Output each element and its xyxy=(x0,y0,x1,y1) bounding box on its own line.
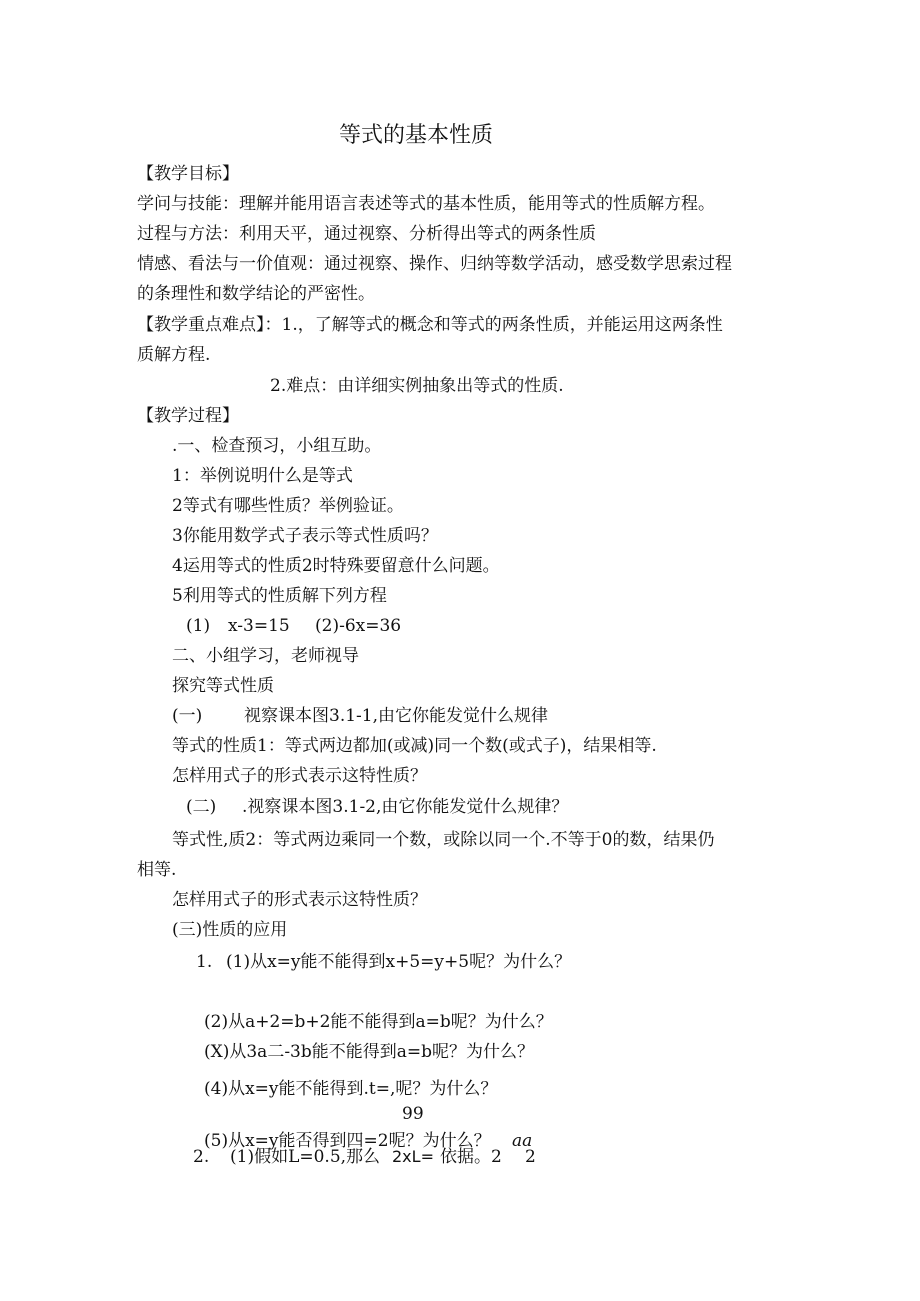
equation-1: x-3=15 xyxy=(228,616,290,636)
ask-expression-2: 怎样用式子的形式表示这特性质？ xyxy=(172,890,427,910)
application-2-last: 2 xyxy=(525,1147,536,1167)
property-2-line1: 等式性,质2：等式两边乘同一个数，或除以同一个.不等于0的数，结果仍 xyxy=(172,830,715,850)
objective-knowledge: 学问与技能：理解并能用语言表述等式的基本性质，能用等式的性质解方程。 xyxy=(137,194,715,214)
review-question-3: 3你能用数学式子表示等式性质吗？ xyxy=(172,526,438,546)
application-1-item-1: (1)从x=y能不能得到x+5=y+5呢？为什么？ xyxy=(226,952,572,972)
ask-expression-1: 怎样用式子的形式表示这特性质？ xyxy=(172,766,427,786)
application-2-text: (1)假如L=0.5,那么 xyxy=(230,1147,381,1167)
review-question-5: 5利用等式的性质解下列方程 xyxy=(172,586,387,606)
review-question-1: 1：举例说明什么是等式 xyxy=(172,466,353,486)
difficulty-point: 2.难点：由详细实例抽象出等式的性质. xyxy=(270,376,564,396)
application-2-expression: 2xL= xyxy=(392,1147,434,1166)
process-heading: 【教学过程】 xyxy=(137,406,239,426)
part-1-text: 视察课本图3.1-1,由它你能发觉什么规律 xyxy=(244,706,548,726)
page-title: 等式的基本性质 xyxy=(338,123,493,148)
application-1-item-5-tail: aa xyxy=(512,1131,533,1151)
section-group-study: 二、小组学习，老师视导 xyxy=(172,646,359,666)
review-question-2: 2等式有哪些性质？举例验证。 xyxy=(172,496,404,516)
application-2-number: 2. xyxy=(193,1147,210,1167)
explore-heading: 探究等式性质 xyxy=(172,676,274,696)
equation-1-number: (1) xyxy=(186,616,211,636)
part-1-label: (一) xyxy=(172,706,203,726)
review-question-4: 4运用等式的性质2时特殊要留意什么问题。 xyxy=(172,556,500,576)
section-review: .一、检查预习，小组互助。 xyxy=(172,436,382,456)
equation-2: (2)-6x=36 xyxy=(315,616,402,636)
property-1: 等式的性质1：等式两边都加(或减)同一个数(或式子)，结果相等. xyxy=(172,736,657,756)
part-2-label: (二) xyxy=(186,797,217,817)
objective-attitude-line2: 的条理性和数学结论的严密性。 xyxy=(137,284,375,304)
objective-method: 过程与方法：利用天平，通过视察、分析得出等式的两条性质 xyxy=(137,224,596,244)
application-2-tail: 依据。2 xyxy=(440,1147,502,1167)
application-1-item-5: (5)从x=y能否得到四=2呢？为什么？ xyxy=(204,1131,491,1151)
application-1-number: 1. xyxy=(196,952,213,972)
part-2-text: .视察课本图3.1-2,由它你能发觉什么规律？ xyxy=(242,797,569,817)
key-points-line2: 质解方程. xyxy=(137,345,211,365)
application-1-item-4-sub: 99 xyxy=(402,1104,424,1124)
application-1-item-2: (2)从a+2=b+2能不能得到a=b呢？为什么？ xyxy=(204,1012,553,1032)
property-2-line2: 相等. xyxy=(137,860,177,880)
part-3-heading: (三)性质的应用 xyxy=(172,920,288,940)
application-1-item-3: (X)从3a二-3b能不能得到a=b呢？为什么？ xyxy=(204,1042,535,1062)
objectives-heading: 【教学目标】 xyxy=(137,164,239,184)
key-points-line1: 【教学重点难点】：1.，了解等式的概念和等式的两条性质，并能运用这两条性 xyxy=(137,315,723,335)
application-1-item-4: (4)从x=y能不能得到.t=,呢？为什么？ xyxy=(204,1079,498,1099)
objective-attitude-line1: 情感、看法与一价值观：通过视察、操作、归纳等数学活动，感受数学思索过程 xyxy=(137,254,732,274)
